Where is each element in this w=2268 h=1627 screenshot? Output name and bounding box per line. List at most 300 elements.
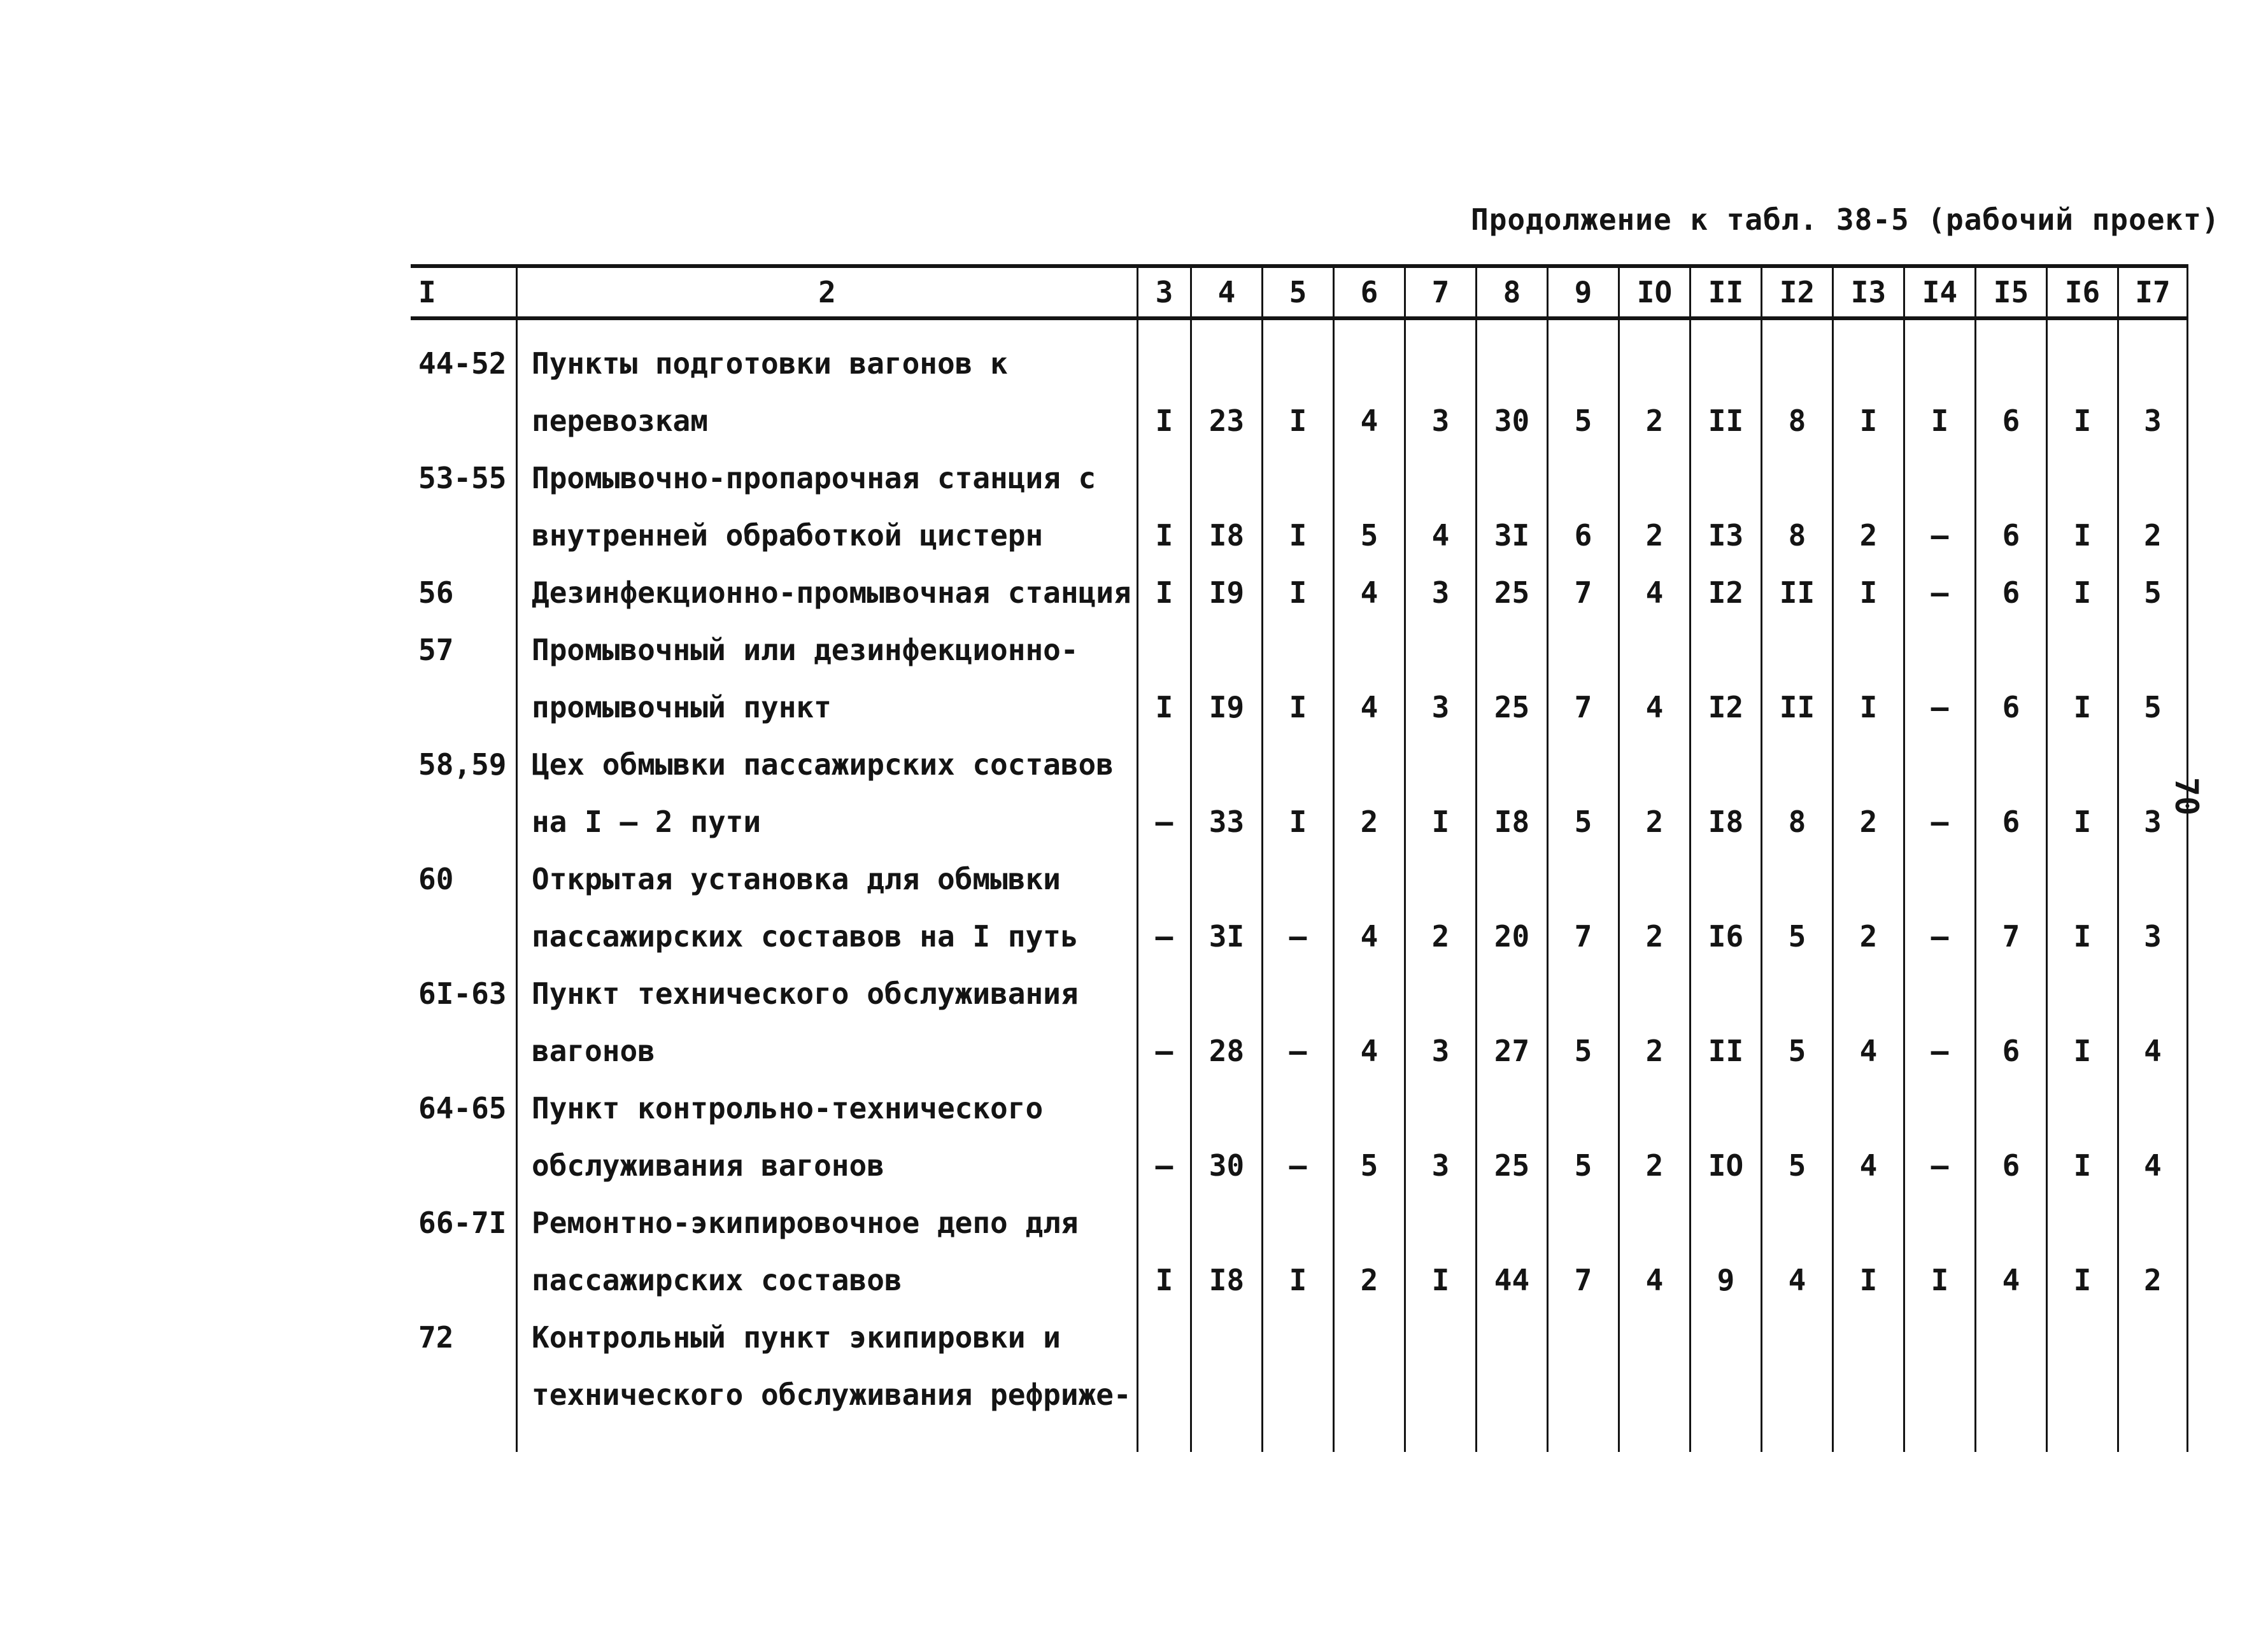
row-3-col-17	[2117, 621, 2188, 736]
value-text: 25	[1494, 575, 1530, 610]
row-1-col-5	[1261, 449, 1333, 564]
item-number-text: 58,59	[418, 747, 507, 782]
empty-line	[1834, 621, 1903, 679]
row-7-col-5	[1261, 1080, 1333, 1194]
value-text: I	[1859, 690, 1878, 724]
row-7-col-15	[1974, 1080, 2046, 1194]
row-0-col-4	[1190, 320, 1261, 449]
row-5-col-10	[1618, 850, 1689, 965]
empty-line	[1620, 449, 1689, 507]
row-2-col-8	[1475, 564, 1547, 621]
row-1-col-11	[1689, 449, 1761, 564]
empty-line	[411, 1137, 516, 1194]
empty-line	[1620, 335, 1689, 392]
empty-line	[1905, 335, 1974, 392]
header-col-8: 8	[1475, 264, 1547, 320]
value-text: 2	[1859, 919, 1878, 954]
value-text: I	[2073, 805, 2092, 839]
row-7-col-13	[1832, 1080, 1903, 1194]
row-1-col-9	[1547, 449, 1618, 564]
value-text	[1477, 1366, 1547, 1423]
row-9-col-5	[1261, 1309, 1333, 1452]
empty-line	[1976, 449, 2046, 507]
row-8-col-13	[1832, 1194, 1903, 1309]
value-text	[1620, 1366, 1689, 1423]
value-text: 23	[1208, 404, 1245, 438]
row-4-col-11	[1689, 736, 1761, 850]
empty-line	[1905, 736, 1974, 793]
row-2-col-10	[1618, 564, 1689, 621]
value-text: 4	[1859, 1034, 1878, 1068]
value-text: –	[1931, 919, 1949, 954]
empty-line	[1477, 1309, 1547, 1366]
value-text: 6	[2002, 575, 2020, 610]
empty-line	[1691, 1194, 1761, 1251]
value-text: 7	[1574, 575, 1592, 610]
value-text: 5	[1574, 805, 1592, 839]
value-text: 5	[1574, 1148, 1592, 1183]
empty-line	[1335, 850, 1404, 908]
empty-line	[1263, 335, 1333, 392]
empty-line	[1834, 850, 1903, 908]
data-table	[411, 264, 2188, 1452]
value-text: –	[1155, 805, 1173, 839]
row-7-col-6	[1333, 1080, 1404, 1194]
row-3-item-number	[411, 621, 516, 736]
value-text: 7	[2002, 919, 2020, 954]
empty-line	[411, 392, 516, 449]
empty-line	[1335, 736, 1404, 793]
row-5-col-6	[1333, 850, 1404, 965]
empty-line	[1138, 1309, 1190, 1366]
row-5-col-3	[1137, 850, 1190, 965]
row-3-col-4	[1190, 621, 1261, 736]
row-1-item-number	[411, 449, 516, 564]
row-2-item-name	[516, 564, 1137, 621]
row-3-col-14	[1903, 621, 1974, 736]
value-text: –	[1289, 1034, 1307, 1068]
value-text: 7	[1574, 919, 1592, 954]
value-text: I2	[1708, 575, 1744, 610]
empty-line	[1335, 965, 1404, 1022]
value-text: 4	[1360, 690, 1379, 724]
row-3-col-16	[2046, 621, 2117, 736]
value-text: 6	[2002, 404, 2020, 438]
row-9-col-16	[2046, 1309, 2117, 1452]
item-name-line1: Промывочно-пропарочная станция с	[532, 461, 1096, 495]
value-text: I	[1859, 575, 1878, 610]
value-text: 2	[1645, 805, 1664, 839]
row-5-col-12	[1761, 850, 1832, 965]
value-text: 6	[2002, 805, 2020, 839]
header-col-17: I7	[2117, 264, 2188, 320]
empty-line	[1477, 1080, 1547, 1137]
row-7-col-10	[1618, 1080, 1689, 1194]
empty-line	[1406, 1194, 1475, 1251]
empty-line	[411, 1366, 516, 1423]
empty-line	[1549, 1309, 1618, 1366]
value-text: I	[1289, 575, 1307, 610]
value-text: I9	[1208, 690, 1245, 724]
value-text: I	[1859, 404, 1878, 438]
value-text: I8	[1208, 518, 1245, 553]
row-3-col-9	[1547, 621, 1618, 736]
header-col-15: I5	[1974, 264, 2046, 320]
item-number-text: 64-65	[418, 1091, 507, 1125]
row-2-col-15	[1974, 564, 2046, 621]
value-text: 8	[1788, 404, 1806, 438]
value-text	[2048, 1366, 2117, 1423]
row-5-col-15	[1974, 850, 2046, 965]
empty-line	[1477, 736, 1547, 793]
value-text: 5	[1788, 919, 1806, 954]
row-9-col-15	[1974, 1309, 2046, 1452]
empty-line	[1905, 1194, 1974, 1251]
value-text: I	[1931, 404, 1949, 438]
header-col-16: I6	[2046, 264, 2117, 320]
row-2-col-13	[1832, 564, 1903, 621]
empty-line	[1691, 736, 1761, 793]
item-number-text: 72	[418, 1320, 454, 1355]
row-8-col-3	[1137, 1194, 1190, 1309]
row-4-col-7	[1404, 736, 1475, 850]
value-text: 8	[1788, 805, 1806, 839]
empty-line	[1762, 965, 1832, 1022]
value-text: –	[1931, 518, 1949, 553]
row-1-col-8	[1475, 449, 1547, 564]
empty-line	[1549, 850, 1618, 908]
empty-line	[1335, 1309, 1404, 1366]
row-8-col-7	[1404, 1194, 1475, 1309]
header-col-4: 4	[1190, 264, 1261, 320]
empty-line	[1905, 1309, 1974, 1366]
row-2-col-16	[2046, 564, 2117, 621]
row-4-col-15	[1974, 736, 2046, 850]
row-1-col-4	[1190, 449, 1261, 564]
row-5-col-7	[1404, 850, 1475, 965]
empty-line	[1834, 1194, 1903, 1251]
value-text: II	[1708, 404, 1744, 438]
empty-line	[1691, 335, 1761, 392]
row-1-col-3	[1137, 449, 1190, 564]
empty-line	[1192, 335, 1261, 392]
empty-line	[1549, 1080, 1618, 1137]
row-2-col-7	[1404, 564, 1475, 621]
row-0-col-12	[1761, 320, 1832, 449]
empty-line	[2048, 335, 2117, 392]
empty-line	[1834, 335, 1903, 392]
empty-line	[1549, 335, 1618, 392]
item-name-line1: Цех обмывки пассажирских составов	[532, 747, 1114, 782]
row-5-col-17	[2117, 850, 2188, 965]
value-text: 9	[1717, 1263, 1735, 1297]
value-text: I	[1289, 518, 1307, 553]
item-name-line2: обслуживания вагонов	[532, 1148, 884, 1183]
row-0-col-7	[1404, 320, 1475, 449]
empty-line	[1138, 736, 1190, 793]
empty-line	[1620, 965, 1689, 1022]
empty-line	[1762, 449, 1832, 507]
empty-line	[1905, 1080, 1974, 1137]
empty-line	[1834, 1309, 1903, 1366]
empty-line	[1762, 850, 1832, 908]
value-text: 6	[2002, 690, 2020, 724]
empty-line	[2119, 850, 2186, 908]
row-9-col-14	[1903, 1309, 1974, 1452]
empty-line	[1477, 850, 1547, 908]
empty-line	[411, 1022, 516, 1080]
empty-line	[1263, 621, 1333, 679]
item-number-text: 53-55	[418, 461, 507, 495]
empty-line	[1335, 1080, 1404, 1137]
empty-line	[1976, 736, 2046, 793]
value-text: 4	[1788, 1263, 1806, 1297]
empty-line	[1477, 621, 1547, 679]
value-text: 5	[1360, 1148, 1379, 1183]
row-3-col-13	[1832, 621, 1903, 736]
row-5-col-5	[1261, 850, 1333, 965]
row-3-col-3	[1137, 621, 1190, 736]
value-text: I	[1155, 1263, 1173, 1297]
value-text: I8	[1708, 805, 1744, 839]
row-3-col-12	[1761, 621, 1832, 736]
value-text	[1406, 1366, 1475, 1423]
row-7-col-12	[1761, 1080, 1832, 1194]
empty-line	[1335, 621, 1404, 679]
empty-line	[1834, 736, 1903, 793]
row-6-col-3	[1137, 965, 1190, 1080]
empty-line	[1905, 965, 1974, 1022]
item-name-line2: пассажирских составов	[532, 1263, 902, 1297]
empty-line	[1263, 736, 1333, 793]
row-6-item-number	[411, 965, 516, 1080]
row-8-col-9	[1547, 1194, 1618, 1309]
item-name-line2: перевозкам	[532, 404, 708, 438]
row-3-item-name	[516, 621, 1137, 736]
empty-line	[411, 507, 516, 564]
value-text: 3I	[1494, 518, 1530, 553]
row-2-col-4	[1190, 564, 1261, 621]
row-6-col-8	[1475, 965, 1547, 1080]
row-7-col-16	[2046, 1080, 2117, 1194]
empty-line	[411, 908, 516, 965]
row-2-col-14	[1903, 564, 1974, 621]
row-6-col-16	[2046, 965, 2117, 1080]
empty-line	[1335, 449, 1404, 507]
empty-line	[1263, 449, 1333, 507]
value-text: 2	[2144, 518, 2162, 553]
row-9-col-9	[1547, 1309, 1618, 1452]
row-0-col-13	[1832, 320, 1903, 449]
row-2-col-12	[1761, 564, 1832, 621]
item-name-line1: Пункты подготовки вагонов к	[532, 346, 1008, 381]
empty-line	[1976, 850, 2046, 908]
empty-line	[1691, 449, 1761, 507]
empty-line	[1138, 965, 1190, 1022]
value-text	[1138, 1366, 1190, 1423]
header-col-9: 9	[1547, 264, 1618, 320]
row-5-item-name	[516, 850, 1137, 965]
empty-line	[1263, 965, 1333, 1022]
row-6-col-12	[1761, 965, 1832, 1080]
value-text: I2	[1708, 690, 1744, 724]
row-4-col-4	[1190, 736, 1261, 850]
empty-line	[1138, 850, 1190, 908]
row-8-item-name	[516, 1194, 1137, 1309]
empty-line	[1905, 850, 1974, 908]
row-7-col-14	[1903, 1080, 1974, 1194]
item-name-line2: на I – 2 пути	[532, 805, 762, 839]
empty-line	[1762, 335, 1832, 392]
item-number-text: 44-52	[418, 346, 507, 381]
row-6-col-10	[1618, 965, 1689, 1080]
row-2-col-11	[1689, 564, 1761, 621]
empty-line	[2119, 449, 2186, 507]
value-text: 3	[1431, 404, 1450, 438]
value-text: 5	[1360, 518, 1379, 553]
row-9-col-4	[1190, 1309, 1261, 1452]
row-8-col-10	[1618, 1194, 1689, 1309]
empty-line	[1549, 736, 1618, 793]
row-7-col-8	[1475, 1080, 1547, 1194]
empty-line	[1762, 1194, 1832, 1251]
empty-line	[1335, 1194, 1404, 1251]
header-col-11: II	[1689, 264, 1761, 320]
row-3-col-5	[1261, 621, 1333, 736]
row-8-col-14	[1903, 1194, 1974, 1309]
empty-line	[1620, 1309, 1689, 1366]
value-text: –	[1155, 1034, 1173, 1068]
row-0-col-8	[1475, 320, 1547, 449]
empty-line	[1477, 965, 1547, 1022]
item-name-line1: Пункт контрольно-технического	[532, 1091, 1044, 1125]
row-1-col-13	[1832, 449, 1903, 564]
empty-line	[1192, 1080, 1261, 1137]
value-text: I	[2073, 1148, 2092, 1183]
value-text: 7	[1574, 1263, 1592, 1297]
value-text: II	[1779, 690, 1815, 724]
row-2-col-9	[1547, 564, 1618, 621]
row-5-col-13	[1832, 850, 1903, 965]
value-text: 4	[1645, 690, 1664, 724]
value-text: 4	[1360, 1034, 1379, 1068]
empty-line	[411, 1251, 516, 1309]
row-6-col-5	[1261, 965, 1333, 1080]
row-7-col-11	[1689, 1080, 1761, 1194]
empty-line	[1263, 1309, 1333, 1366]
value-text: I9	[1208, 575, 1245, 610]
value-text: II	[1708, 1034, 1744, 1068]
value-text: 6	[2002, 1148, 2020, 1183]
header-col-13: I3	[1832, 264, 1903, 320]
row-3-col-7	[1404, 621, 1475, 736]
empty-line	[1834, 449, 1903, 507]
empty-line	[1976, 1080, 2046, 1137]
value-text: 4	[1360, 919, 1379, 954]
empty-line	[1406, 965, 1475, 1022]
row-9-col-13	[1832, 1309, 1903, 1452]
value-text: 2	[1431, 919, 1450, 954]
empty-line	[1192, 965, 1261, 1022]
value-text: I	[1931, 1263, 1949, 1297]
row-1-col-16	[2046, 449, 2117, 564]
value-text: 5	[2144, 575, 2162, 610]
value-text: 5	[1574, 1034, 1592, 1068]
empty-line	[1192, 736, 1261, 793]
empty-line	[1477, 1194, 1547, 1251]
row-5-col-16	[2046, 850, 2117, 965]
value-text	[1691, 1366, 1761, 1423]
value-text: I	[1289, 805, 1307, 839]
value-text: 3	[1431, 1034, 1450, 1068]
value-text	[1335, 1366, 1404, 1423]
empty-line	[1138, 621, 1190, 679]
empty-line	[2048, 1080, 2117, 1137]
value-text: I8	[1208, 1263, 1245, 1297]
row-0-col-10	[1618, 320, 1689, 449]
item-name-line1: Открытая установка для обмывки	[532, 862, 1061, 896]
value-text: –	[1931, 575, 1949, 610]
empty-line	[1263, 1194, 1333, 1251]
row-2-col-6	[1333, 564, 1404, 621]
row-2-item-number	[411, 564, 516, 621]
value-text: –	[1155, 1148, 1173, 1183]
value-text: 6	[2002, 1034, 2020, 1068]
row-7-item-name	[516, 1080, 1137, 1194]
header-col-2: 2	[516, 264, 1137, 320]
value-text	[1834, 1366, 1903, 1423]
value-text: 2	[1645, 1034, 1664, 1068]
row-8-col-8	[1475, 1194, 1547, 1309]
item-name-line1: Промывочный или дезинфекционно-	[532, 633, 1079, 667]
header-col-5: 5	[1261, 264, 1333, 320]
item-number-text: 60	[418, 862, 454, 896]
value-text: 33	[1208, 805, 1245, 839]
value-text: I	[2073, 1034, 2092, 1068]
value-text	[1762, 1366, 1832, 1423]
value-text: 3	[1431, 1148, 1450, 1183]
header-col-10: IO	[1618, 264, 1689, 320]
value-text: 3	[2144, 919, 2162, 954]
row-0-col-14	[1903, 320, 1974, 449]
value-text: 3	[1431, 575, 1450, 610]
row-6-item-name	[516, 965, 1137, 1080]
empty-line	[1691, 1309, 1761, 1366]
empty-line	[1976, 335, 2046, 392]
value-text: I	[1155, 690, 1173, 724]
item-number-text: 6I-63	[418, 976, 507, 1011]
empty-line	[2119, 736, 2186, 793]
value-text: I	[2073, 404, 2092, 438]
value-text: 4	[1431, 518, 1450, 553]
row-0-item-number	[411, 320, 516, 449]
header-col-3: 3	[1137, 264, 1190, 320]
row-9-col-10	[1618, 1309, 1689, 1452]
value-text: I	[1155, 575, 1173, 610]
value-text: I3	[1708, 518, 1744, 553]
row-0-col-16	[2046, 320, 2117, 449]
value-text: 4	[1645, 1263, 1664, 1297]
empty-line	[2119, 621, 2186, 679]
empty-line	[2119, 1080, 2186, 1137]
item-number-text: 57	[418, 633, 454, 667]
value-text: 2	[1360, 805, 1379, 839]
empty-line	[2048, 965, 2117, 1022]
empty-line	[2119, 965, 2186, 1022]
empty-line	[1976, 965, 2046, 1022]
empty-line	[2119, 1309, 2186, 1366]
item-name-line1: Пункт технического обслуживания	[532, 976, 1079, 1011]
